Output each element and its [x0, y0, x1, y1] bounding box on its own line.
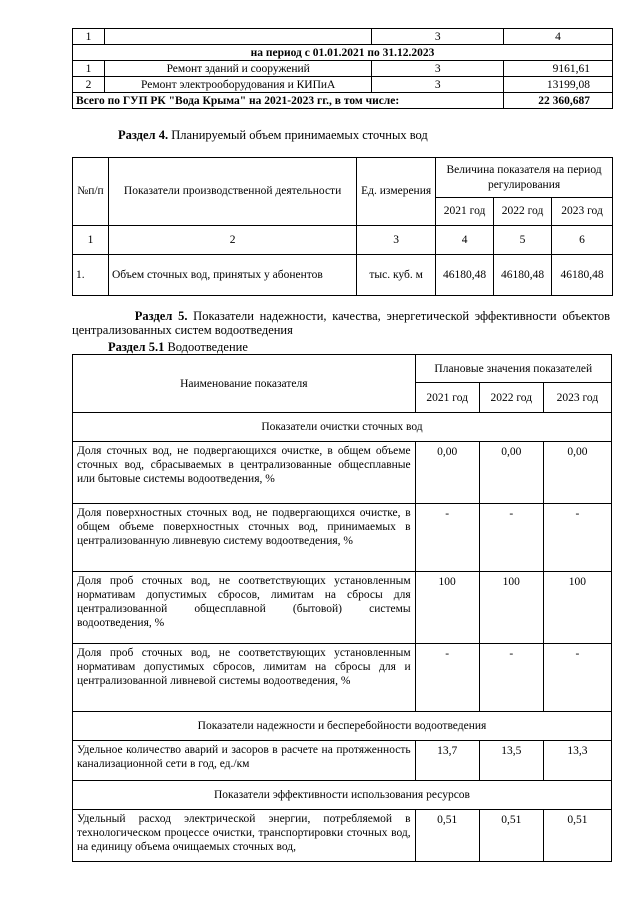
header-year-2021: 2021 год — [415, 383, 479, 413]
row-col3: 3 — [372, 61, 504, 77]
column-number-4: 4 — [504, 29, 613, 45]
value-2021: 100 — [415, 572, 479, 644]
reliability-indicators-table — [72, 354, 612, 862]
value-2023: 13,3 — [543, 741, 611, 781]
header-indicator: Показатели производственной деятельности — [108, 158, 356, 226]
table-row — [73, 572, 612, 644]
value-2022: 13,5 — [479, 741, 543, 781]
row-name: Ремонт зданий и сооружений — [104, 61, 372, 77]
section-4-number: Раздел 4. — [118, 128, 169, 142]
value-2023: - — [543, 504, 611, 572]
header-year-2022: 2022 год — [494, 198, 552, 226]
group-row — [73, 712, 612, 741]
row-value: 13199,08 — [504, 77, 613, 93]
value-2023: 0,51 — [543, 810, 611, 862]
section-4-heading — [118, 128, 428, 143]
group-title: Показатели эффективности использования ресурсов — [73, 781, 612, 810]
table-row — [73, 442, 612, 504]
value-2023: 100 — [543, 572, 611, 644]
table-header-row — [73, 158, 613, 198]
repair-costs-table — [72, 28, 613, 109]
table-header-numbers-row — [73, 29, 613, 45]
row-num: 1. — [73, 255, 109, 296]
numbers-row — [73, 226, 613, 255]
value-2022: 100 — [479, 572, 543, 644]
number-cell: 3 — [357, 226, 436, 255]
header-value-group: Величина показателя на период регулирования — [436, 158, 613, 198]
value-2021: 13,7 — [415, 741, 479, 781]
value-2021: 0,51 — [415, 810, 479, 862]
row-value-2022: 46180,48 — [494, 255, 552, 296]
section-5-1-number: Раздел 5.1 — [108, 340, 165, 354]
number-cell: 1 — [73, 226, 109, 255]
row-value-2021: 46180,48 — [436, 255, 494, 296]
row-value: 9161,61 — [504, 61, 613, 77]
number-cell: 5 — [494, 226, 552, 255]
column-number-3: 3 — [372, 29, 504, 45]
table-row — [73, 741, 612, 781]
section-5-heading — [72, 309, 610, 337]
group-title: Показатели очистки сточных вод — [73, 413, 612, 442]
row-number: 2 — [73, 77, 105, 93]
table-header-row — [73, 355, 612, 383]
header-year-2021: 2021 год — [436, 198, 494, 226]
wastewater-volume-table — [72, 157, 613, 296]
section-4-title: Планируемый объем принимаемых сточных вод — [168, 128, 428, 142]
row-indicator: Объем сточных вод, принятых у абонентов — [108, 255, 356, 296]
section-5-1-title: Водоотведение — [164, 340, 248, 354]
value-2021: - — [415, 644, 479, 712]
table-row — [73, 61, 613, 77]
number-cell: 6 — [552, 226, 613, 255]
group-title: Показатели надежности и бесперебойности водоотведения — [73, 712, 612, 741]
table-row — [73, 504, 612, 572]
group-row — [73, 413, 612, 442]
period-row — [73, 45, 613, 61]
indicator-name: Доля проб сточных вод, не соответствующих установленным нормативам допустимых сбросов, лимитам на сбросы для централизованной общесплавной (бытовой) системы водоотведения, % — [73, 572, 416, 644]
header-unit: Ед. измерения — [357, 158, 436, 226]
value-2022: 0,51 — [479, 810, 543, 862]
value-2022: - — [479, 644, 543, 712]
section-5-number: Раздел 5. — [134, 309, 188, 323]
total-value: 22 360,687 — [504, 93, 613, 109]
header-year-2023: 2023 год — [552, 198, 613, 226]
row-value-2023: 46180,48 — [552, 255, 613, 296]
number-cell: 2 — [108, 226, 356, 255]
row-name: Ремонт электрооборудования и КИПиА — [104, 77, 372, 93]
header-indicator: Наименование показателя — [73, 355, 416, 413]
value-2022: 0,00 — [479, 442, 543, 504]
header-num: №п/п — [73, 158, 109, 226]
section-5-1-heading — [108, 340, 248, 355]
row-col3: 3 — [372, 77, 504, 93]
table-row — [73, 644, 612, 712]
table-row — [73, 77, 613, 93]
indicator-name: Удельный расход электрической энергии, потребляемой в технологическом процессе очистки, транспортировки сточных вод, на единицу объема очищаемых сточных вод, — [73, 810, 416, 862]
header-plan: Плановые значения показателей — [415, 355, 611, 383]
indicator-name: Удельное количество аварий и засоров в расчете на протяженность канализационной сети в год, ед./км — [73, 741, 416, 781]
row-number: 1 — [73, 61, 105, 77]
total-row — [73, 93, 613, 109]
section-5-title: Показатели надежности, качества, энергетической эффективности объектов централизованных систем водоотведения — [72, 309, 610, 337]
total-label: Всего по ГУП РК "Вода Крыма" на 2021-2023 гг., в том числе: — [73, 93, 504, 109]
value-2023: - — [543, 644, 611, 712]
table-row — [73, 810, 612, 862]
value-2022: - — [479, 504, 543, 572]
value-2021: 0,00 — [415, 442, 479, 504]
period-label: на период с 01.01.2021 по 31.12.2023 — [73, 45, 613, 61]
value-2021: - — [415, 504, 479, 572]
value-2023: 0,00 — [543, 442, 611, 504]
indicator-name: Доля проб сточных вод, не соответствующих установленным нормативам допустимых сбросов, лимитам на сбросы для и централизованной ливневой системы водоотведения, % — [73, 644, 416, 712]
column-number-1: 1 — [73, 29, 105, 45]
number-cell: 4 — [436, 226, 494, 255]
indicator-name: Доля сточных вод, не подвергающихся очистке, в общем объеме сточных вод, сбрасываемых в централизованные общесплавные или бытовые системы водоотведения, % — [73, 442, 416, 504]
row-unit: тыс. куб. м — [357, 255, 436, 296]
indicator-name: Доля поверхностных сточных вод, не подвергающихся очистке, в общем объеме поверхностных сточных вод, принимаемых в централизованную ливневую систему водоотведения, % — [73, 504, 416, 572]
group-row — [73, 781, 612, 810]
header-year-2022: 2022 год — [479, 383, 543, 413]
table-row — [73, 255, 613, 296]
header-year-2023: 2023 год — [543, 383, 611, 413]
column-number-2 — [104, 29, 372, 45]
